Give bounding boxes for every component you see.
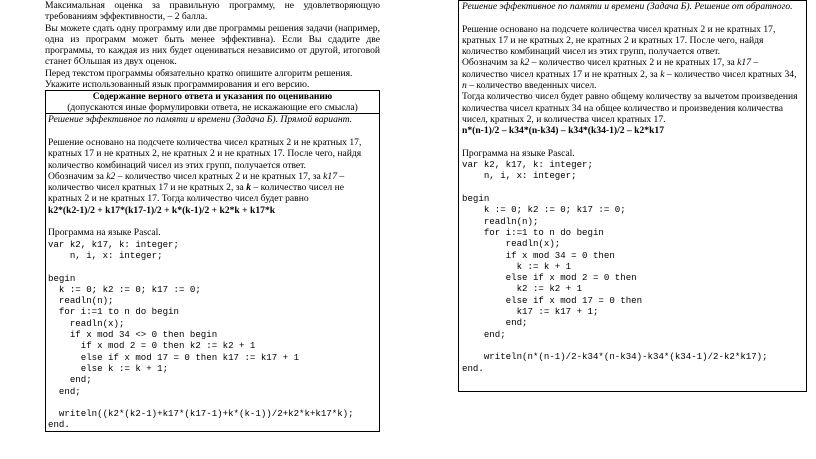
solution-formula: n*(n-1)/2 – k34*(n-k34) – k34*(k34-1)/2 – k2*k17 — [462, 125, 665, 137]
code-line: var k2, k17, k: integer; — [462, 159, 593, 171]
solution-definitions: Обозначим за k2 – количество чисел кратных 2 и не кратных 17, за k17 – количество чисел кратных 17 и не кратных 2, за k – количество чисел не кратных 2 и не кратных 17. Тогда количество чисел будет равно — [48, 170, 345, 205]
code-line: k17 := k17 + 1; — [462, 306, 599, 318]
code-line: end. — [48, 419, 70, 431]
code-line: else if x mod 2 = 0 then — [462, 272, 637, 284]
answer-box — [45, 90, 380, 431]
code-line: if x mod 34 <> 0 then begin — [48, 329, 218, 341]
code-line: n, i, x: integer; — [462, 170, 577, 182]
solution-definitions: Обозначим за k2 – количество чисел кратных 2 и не кратных 17, за k17 – количество чисел кратных 17 и не кратных 2, за k – количество чисел кратных 34, n – количество введенных чисел. — [462, 57, 797, 92]
code-line: if x mod 34 = 0 then — [462, 249, 615, 261]
code-line: end; — [462, 328, 506, 340]
language-label: Программа на языке Pascal. — [48, 227, 161, 239]
code-line: readln(n); — [462, 215, 539, 227]
solution-description: Решение основано на подсчете количества чисел кратных 2 и не кратных 17, кратных 17 и не кратных 2, не кратных 2 и не кратных 17. После чего, найдя количество комбинаций чисел из этих групп, получается ответ. — [48, 136, 362, 171]
code-line: else if x mod 17 = 0 then k17 := k17 + 1 — [48, 351, 300, 363]
solution-reverse — [462, 1, 803, 374]
answer-header-note: (допускаются иные формулировки ответа, не искажающие его смысла) — [67, 102, 358, 114]
code-line: writeln((k2*(k2-1)+k17*(k17-1)+k*(k-1))/2+k2*k+k17*k); — [48, 408, 354, 420]
code-line: for i:=1 to n do begin — [48, 306, 179, 318]
grading-intro — [45, 0, 380, 90]
code-line: n, i, x: integer; — [48, 249, 163, 261]
solution-description: Решение основано на подсчете количества чисел кратных 2 и не кратных 17, кратных 17 и не кратных 2, не кратных 2 и кратных 17. После чего, найдя количество комбинаций чисел из этих групп, получается ответ. — [462, 23, 776, 58]
code-line: end; — [48, 385, 81, 397]
code-line: end; — [462, 317, 528, 329]
code-line: end. — [462, 362, 484, 374]
intro-paragraph: Укажите использованный язык программирования и его версию. — [45, 79, 310, 91]
code-line: for i:=1 to n do begin — [462, 226, 604, 238]
solution-title: Решение эффективное по памяти и времени (Задача Б). Прямой вариант. — [48, 114, 353, 126]
solution-formula: k2*(k2-1)/2 + k17*(k17-1)/2 + k*(k-1)/2 + k2*k + k17*k — [48, 204, 276, 216]
code-line: k := k + 1 — [462, 260, 572, 272]
code-line: k2 := k2 + 1 — [462, 283, 583, 295]
code-line: readln(n); — [48, 295, 114, 307]
code-line: else if x mod 17 = 0 then — [462, 294, 643, 306]
solution-direct — [46, 114, 379, 430]
intro-paragraph: Максимальная оценка за правильную программу, не удовлетворяющую требованиям эффективности, – 2 балла. — [45, 0, 380, 23]
intro-paragraph: Вы можете сдать одну программу или две программы решения задачи (например, одна из программ может быть менее эффективна). Если Вы сдадите две программы, то каждая из них будет оцениваться независимо от другой, итоговой станет бОльшая из двух оценок. — [45, 22, 380, 68]
code-line: end; — [48, 374, 92, 386]
pascal-code — [48, 239, 377, 431]
solution-reverse-box — [458, 0, 807, 392]
left-column — [45, 0, 380, 432]
code-line: if x mod 2 = 0 then k2 := k2 + 1 — [48, 340, 256, 352]
answer-header-title: Содержание верного ответа и указания по оцениванию — [92, 91, 333, 103]
solution-title: Решение эффективное по памяти и времени (Задача Б). Решение от обратного. — [462, 1, 793, 12]
answer-header — [46, 91, 379, 114]
intro-paragraph: Перед текстом программы обязательно кратко опишите алгоритм решения. — [45, 67, 353, 79]
code-line: writeln(n*(n-1)/2-k34*(n-k34)-k34*(k34-1)/2-k2*k17); — [462, 351, 768, 363]
right-column — [458, 0, 807, 393]
code-line: begin — [48, 272, 76, 284]
code-line: begin — [462, 193, 490, 205]
code-line: readln(x); — [48, 317, 125, 329]
solution-explanation: Тогда количество чисел будет равно общему количеству за вычетом произведения количества чисел кратных 34 на общее количество и произведения количества чисел, кратных 2, и количества чисел кратных 17. — [462, 91, 798, 125]
code-line: var k2, k17, k: integer; — [48, 238, 179, 250]
language-label: Программа на языке Pascal. — [462, 147, 575, 159]
pascal-code — [462, 159, 803, 374]
code-line: k := 0; k2 := 0; k17 := 0; — [48, 283, 201, 295]
code-line: else k := k + 1; — [48, 362, 169, 374]
code-line: k := 0; k2 := 0; k17 := 0; — [462, 204, 626, 216]
code-line: readln(x); — [462, 238, 561, 250]
